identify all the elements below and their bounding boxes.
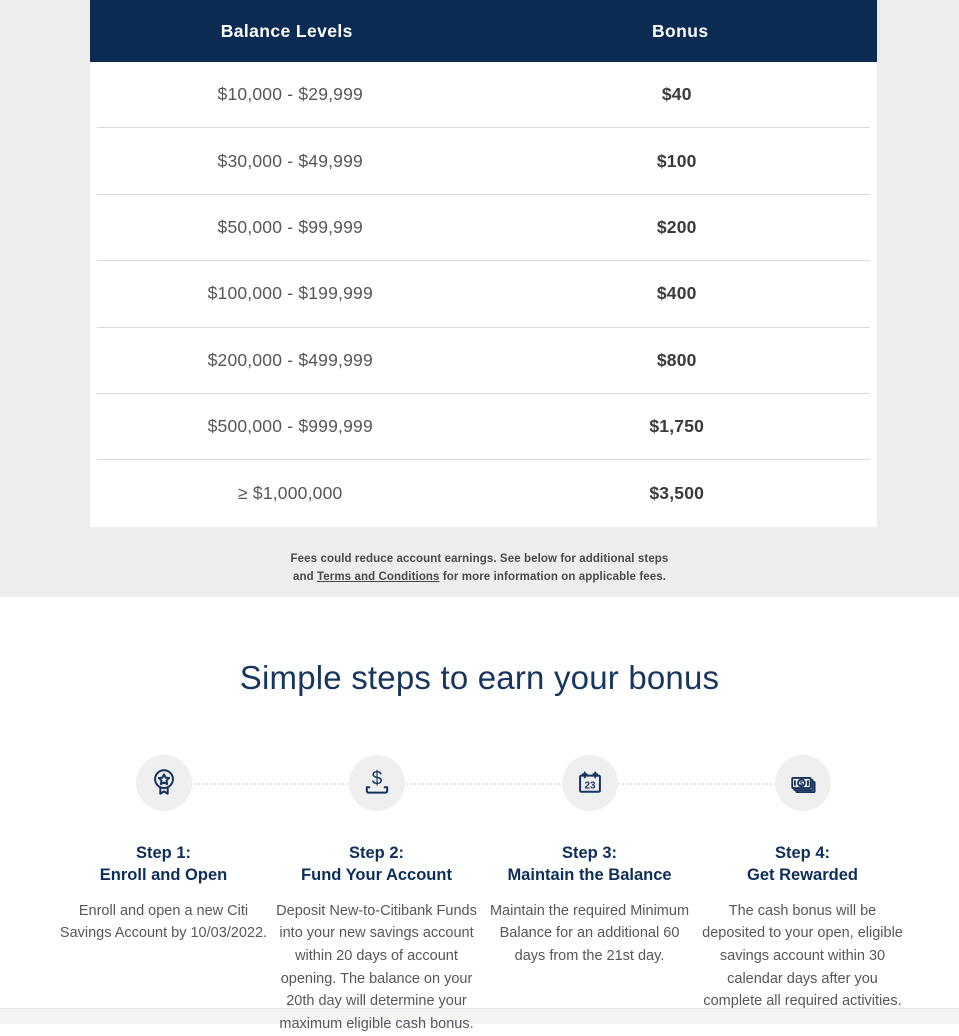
- steps-row: [57, 755, 909, 1036]
- bonus-amount: $1,750: [649, 416, 705, 437]
- step-3-description: Maintain the required Minimum Balance for an additional 60 days from the 21st day.: [489, 902, 690, 965]
- step-4-label: Step 4:: [774, 844, 830, 862]
- balance-range: $50,000 - $99,999: [217, 216, 363, 237]
- step-3-icon-circle: [562, 755, 618, 811]
- bonus-amount: $40: [661, 84, 692, 105]
- bonus-amount: $800: [656, 349, 697, 370]
- balance-range: $500,000 - $999,999: [207, 416, 373, 437]
- table-row: [97, 261, 870, 327]
- step-3-label: Step 3:: [561, 844, 617, 862]
- step-2-label: Step 2:: [348, 844, 404, 862]
- table-body: [90, 62, 877, 527]
- bonus-amount: $3,500: [649, 483, 705, 504]
- balance-range: $100,000 - $199,999: [207, 283, 373, 304]
- svg-text:23: 23: [583, 780, 596, 792]
- step-4-description: The cash bonus will be deposited to your open, eligible savings account within 30 calendar days after you complete all required activities.: [702, 902, 903, 1010]
- svg-text:$: $: [371, 768, 382, 790]
- award-ribbon-icon: [147, 766, 181, 800]
- bonus-amount: $400: [656, 283, 697, 304]
- step-1-enroll-and-open: [57, 755, 270, 1036]
- disclaimer-line2-suffix: for more information on applicable fees.: [439, 570, 667, 583]
- column-header-bonus: Bonus: [652, 20, 709, 41]
- table-row: [97, 195, 870, 261]
- balance-range: $30,000 - $49,999: [217, 150, 363, 171]
- step-2-heading: [270, 842, 483, 887]
- steps-section-title: Simple steps to earn your bonus: [239, 659, 720, 696]
- disclaimer-line2-prefix: and: [292, 570, 318, 583]
- cash-stack-icon: [786, 766, 820, 800]
- svg-text:$: $: [799, 780, 803, 788]
- balance-range: $10,000 - $29,999: [217, 84, 363, 105]
- step-4-heading: [696, 842, 909, 887]
- balance-range: ≥ $1,000,000: [238, 483, 343, 504]
- step-3-maintain-the-balance: [483, 755, 696, 1036]
- bonus-amount: $200: [656, 216, 697, 237]
- simple-steps-section: [0, 597, 959, 1032]
- step-3-heading: [483, 842, 696, 887]
- fees-disclaimer: [0, 527, 959, 586]
- balance-bonus-table: [90, 0, 877, 527]
- step-2-fund-your-account: [270, 755, 483, 1036]
- step-4-icon-circle: [775, 755, 831, 811]
- step-2-description: Deposit New-to-Citibank Funds into your new savings account within 20 days of account opening. The balance on your 20th day will determine your maximum eligible cash bonus.: [276, 902, 477, 1032]
- terms-and-conditions-link[interactable]: Terms and Conditions: [317, 570, 440, 583]
- step-1-label: Step 1:: [135, 844, 191, 862]
- bonus-amount: $100: [656, 150, 697, 171]
- step-1-title: Enroll and Open: [99, 866, 228, 885]
- step-1-icon-circle: [136, 755, 192, 811]
- dollar-deposit-icon: [360, 766, 394, 800]
- step-1-description: Enroll and open a new Citi Savings Account by 10/03/2022.: [59, 902, 268, 942]
- table-header-row: [90, 0, 877, 62]
- table-row: [97, 394, 870, 460]
- table-row: [97, 460, 870, 526]
- table-row: [97, 62, 870, 128]
- disclaimer-line1: Fees could reduce account earnings. See below for additional steps: [290, 552, 669, 565]
- column-header-balance-levels: Balance Levels: [220, 20, 353, 41]
- table-row: [97, 128, 870, 194]
- step-4-title: Get Rewarded: [747, 866, 858, 885]
- calendar-icon: [573, 766, 607, 800]
- step-4-get-rewarded: [696, 755, 909, 1036]
- step-1-heading: [57, 842, 270, 887]
- balance-range: $200,000 - $499,999: [207, 349, 373, 370]
- step-2-title: Fund Your Account: [301, 866, 452, 885]
- table-row: [97, 328, 870, 394]
- step-3-title: Maintain the Balance: [507, 866, 672, 885]
- step-2-icon-circle: [349, 755, 405, 811]
